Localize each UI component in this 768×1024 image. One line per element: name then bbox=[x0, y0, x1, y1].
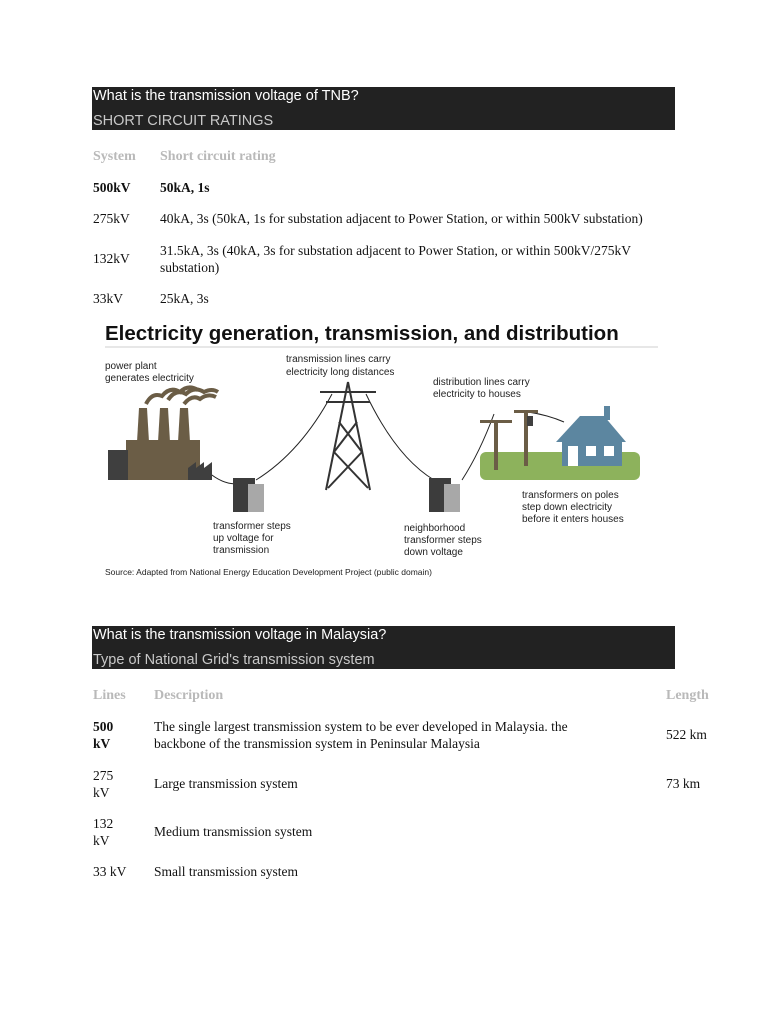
row-length: 522 km bbox=[666, 727, 707, 742]
section1-subtitle: SHORT CIRCUIT RATINGS bbox=[93, 113, 274, 129]
col-header-system: System bbox=[93, 149, 136, 164]
row-description-line2: backbone of the transmission system in Peninsular Malaysia bbox=[154, 736, 480, 751]
label-plant-2: generates electricity bbox=[105, 373, 194, 384]
label-neigh-3: down voltage bbox=[404, 547, 463, 558]
row-system: 132kV bbox=[93, 251, 130, 266]
row-line-1: 275 bbox=[93, 768, 114, 783]
row-line-1: 500 bbox=[93, 719, 114, 734]
label-poles-3: before it enters houses bbox=[522, 514, 624, 525]
col-header-description: Description bbox=[154, 688, 224, 703]
row-line-1: 132 bbox=[93, 816, 114, 831]
row-length: 73 km bbox=[666, 776, 701, 791]
row-system: 275kV bbox=[93, 211, 130, 226]
label-lines-2: electricity long distances bbox=[286, 367, 395, 378]
row-description-line1: The single largest transmission system to be ever developed in Malaysia. the bbox=[154, 719, 568, 734]
row-description: Small transmission system bbox=[154, 864, 299, 879]
row-rating-line1: 31.5kA, 3s (40kA, 3s for substation adjacent to Power Station, or within 500kV/275kV bbox=[160, 243, 631, 258]
label-neigh-1: neighborhood bbox=[404, 523, 466, 534]
transformer-icon bbox=[429, 478, 460, 512]
row-line-2: kV bbox=[93, 736, 111, 751]
row-rating: 25kA, 3s bbox=[160, 291, 209, 306]
label-lines-1: transmission lines carry bbox=[286, 354, 391, 365]
col-header-length: Length bbox=[666, 688, 709, 703]
label-poles-1: transformers on poles bbox=[522, 490, 619, 501]
row-rating-line2: substation) bbox=[160, 260, 220, 275]
row-rating: 40kA, 3s (50kA, 1s for substation adjacent to Power Station, or within 500kV substation) bbox=[160, 211, 643, 226]
row-system: 500kV bbox=[93, 180, 131, 195]
section2-header bbox=[92, 626, 675, 669]
section1-header bbox=[92, 87, 675, 130]
house-icon bbox=[556, 406, 626, 466]
row-line-2: kV bbox=[93, 833, 110, 848]
col-header-lines: Lines bbox=[93, 688, 126, 703]
figure-source: Source: Adapted from National Energy Education Development Project (public domain) bbox=[105, 567, 432, 577]
transformer-icon bbox=[233, 478, 264, 512]
section1-question: What is the transmission voltage of TNB? bbox=[93, 88, 359, 104]
electricity-diagram bbox=[96, 312, 666, 582]
figure-title: Electricity generation, transmission, and distribution bbox=[105, 322, 619, 345]
section2-subtitle: Type of National Grid's transmission system bbox=[93, 652, 375, 668]
col-header-rating: Short circuit rating bbox=[160, 149, 276, 164]
label-step-3: transmission bbox=[213, 545, 270, 556]
row-description: Large transmission system bbox=[154, 776, 298, 791]
label-step-1: transformer steps bbox=[213, 521, 291, 532]
row-system: 33kV bbox=[93, 291, 123, 306]
label-plant-1: power plant bbox=[105, 361, 157, 372]
row-rating: 50kA, 1s bbox=[160, 180, 210, 195]
label-dist-1: distribution lines carry bbox=[433, 377, 530, 388]
label-step-2: up voltage for bbox=[213, 533, 274, 544]
row-line-2: kV bbox=[93, 785, 110, 800]
label-poles-2: step down electricity bbox=[522, 502, 613, 513]
row-line: 33 kV bbox=[93, 864, 127, 879]
label-dist-2: electricity to houses bbox=[433, 389, 521, 400]
power-plant-icon bbox=[108, 387, 218, 480]
row-description: Medium transmission system bbox=[154, 824, 313, 839]
label-neigh-2: transformer steps bbox=[404, 535, 482, 546]
section2-question: What is the transmission voltage in Malaysia? bbox=[93, 627, 387, 643]
